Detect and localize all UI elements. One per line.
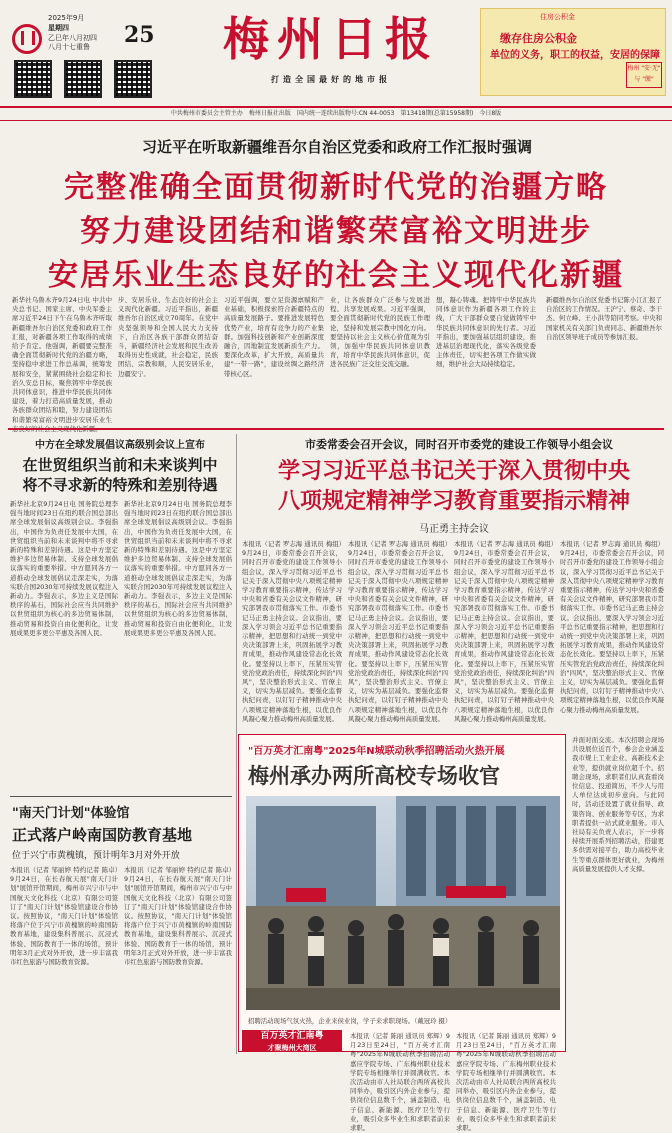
right-column-body: 并面对面交流。本次招聘会现场共设展位近百个，参会企业涵盖我市规上工业企业、高新技术企业等，提供就业岗位超千个。招聘会现场，求职者们认真查看岗位信息、投递简历，不少人与用人单位达成初步意向。与此同时，活动还设置了就业指导、政策咨询、创业服务等专区，为求职者提供一站式就业服务。市人社局有关负责人表示，下一步将持续开展系列招聘活动，搭建更多供需对接平台，助力高校毕业生等重点群体更好就业，为梅州高质量发展提供人才支撑。 <box>572 736 664 873</box>
lead-column-1: 新华社乌鲁木齐9月24日电 中共中央总书记、国家主席、中央军委主席习近平24日下午在乌鲁木齐听取新疆维吾尔自治区党委和政府工作汇报，对新疆各项工作取得的成绩给予肯定。他强调，新疆要完整准确全面贯彻新时代党的治疆方略，坚持稳中求进工作总基调，统筹发展和安全，紧紧围绕社会稳定和长治久安总目标，聚焦铸牢中华民族共同体意识，推进中华民族共同体建设，着力打造高质量发展，推动各族群众团结和睦，努力建设团结和谐繁荣富裕文明进步安居乐业生 <box>12 296 112 424</box>
ad-line-2: 单位的义务，职工的权益，安居的保障 <box>490 50 660 61</box>
column-divider <box>236 434 237 1054</box>
qr-code-icon[interactable] <box>14 60 52 98</box>
right-lead-body-2: 本报讯（记者 罗志海 通讯员 梅组）9月24日，市委常委会召开会议，同时召开市委党的建设工作领导小组会议，深入学习贯彻习近平总书记关于深入贯彻中央八项规定精神学习教育重要指示精神，传达学习中央和省委有关会议文件精神，研究部署我市贯彻落实工作。市委书记马正勇主持会议。会议指出，要深入学习领会习近平总书记重要指示精神，把思想和行动统一到党中央决策部署上来，巩固拓展学习教育成果，推动作风建设常态化长效化。要坚持以上率下，压紧压实管党治党政治责任，持续深化纠治"四风"，坚决整治形式主义、官僚主义，切实为基层减负。要强化监督执纪问责，以钉钉子精神推动中央八项规定精神落地生根，以优良作风凝心聚力推动梅州高质量发展。 <box>348 540 448 723</box>
right-lead-byline: 马正勇主持会议 <box>419 524 489 535</box>
recruitment-body-2: 本报讯（记者 陈丽 通讯员 郑辉）9月23日至24日，"百万英才汇南粤"2025年N城联动秋季招聘活动嘉应学院专场、广东梅州职业技术学院专场相继举行并圆满收官。本次活动由市人社局联合两所高校共同举办，吸引区内外企业参与，提供岗位信息数千个，涵盖制造、电子信息、新能源、医疗卫生等行业，吸引众多毕业生和求职者前来求职。 <box>456 1032 556 1133</box>
recruitment-photo-image <box>246 796 560 1010</box>
qr-code-icon[interactable] <box>114 60 152 98</box>
section-divider <box>8 428 664 430</box>
recruitment-kicker: "百万英才汇南粤"2025年N城联动秋季招聘活动火热开展 <box>248 746 505 757</box>
right-lead-body-4: 本报讯（记者 罗志海 通讯员 梅组）9月24日，市委常委会召开会议，同时召开市委党的建设工作领导小组会议，深入学习贯彻习近平总书记关于深入贯彻中央八项规定精神学习教育重要指示精神，传达学习中央和省委有关会议文件精神，研究部署我市贯彻落实工作。市委书记马正勇主持会议。会议指出，要深入学习领会习近平总书记重要指示精神，把思想和行动统一到党中央决策部署上来，巩固拓展学习教育成果，推动作风建设常态化长效化。要坚持以上率下，压紧压实管党治党政治责任，持续深化纠治"四风"，坚决整治形式主义、官僚主义，切实为基层减负。要强化监督执纪问责，以钉钉子精神推动中央八项规定精神落地生根，以优良作风凝心聚力推动梅州高质量发展。 <box>560 540 664 714</box>
lead-column-5: 想，凝心铸魂。把铸牢中华民族共同体意识作为新疆各项工作的主线，广大干部群众要自觉做铸牢中华民族共同体意识的先行者。习近平指出，要加强基层组织建设，推进基层治理现代化，落实各级党委主体责任，切实把各项工作做实做细，维护社会大局持续稳定。 <box>436 296 536 369</box>
lead-headline-1: 完整准确全面贯彻新时代党的治疆方略 <box>64 170 608 205</box>
lead-kicker: 习近平在听取新疆维吾尔自治区党委和政府工作汇报时强调 <box>141 138 532 156</box>
weekday: 星期四 <box>48 24 69 32</box>
left-bottom-kicker: "南天门计划"体验馆 <box>12 806 130 821</box>
ad-line-1: 缴存住房公积金 <box>500 32 577 45</box>
publication-info-bar: 中共梅州市委员会主管主办 梅州日报社出版 国内统一连续出版物号:CN 44-0053 第13418期(总第15958期) 今日8版 <box>0 106 672 121</box>
campaign-badge <box>242 1030 342 1052</box>
photo-caption: 招聘活动现场气氛火热，企业来侯业岗，学子来求职现场。（戴冠玲 摄） <box>248 1017 452 1025</box>
paper-emblem-icon <box>12 24 42 54</box>
right-lead-kicker: 市委常委会召开会议，同时召开市委党的建设工作领导小组会议 <box>305 438 613 451</box>
slogan: 打造全国最好的地市报 <box>271 75 391 84</box>
badge-line-1: 百万英才汇南粤 <box>260 1031 324 1041</box>
day-number: 25 <box>124 22 155 48</box>
recruitment-photo[interactable] <box>246 796 560 1010</box>
mid-left-headline-2: 将不寻求新的特殊和差别待遇 <box>22 476 218 494</box>
mid-left-kicker: 中方在全球发展倡议高级别会议上宣布 <box>35 440 205 451</box>
lead-column-2: 步、安居乐业、生态良好的社会主义现代化新疆。习近平指出，新疆维吾尔自治区成立70周年。在党中央坚强领导和全国人民大力支持下，自治区各族干部群众团结奋斗，新疆经济社会发展和民生改善取得历史性成就，社会稳定，民族团结、宗教和顺，人民安居乐业，边疆安宁。 <box>118 296 218 378</box>
lead-column-3: 习近平强调，要立足资源禀赋和产业基础，积极探索符合新疆特点的高质量发展路子。要推进发展特色优势产业，培育有竞争力的产业集群。加强科技创新和产业创新深度融合，因地制宜发展新质生产力。要深化改革，扩大开放，高质量共建"一带一路"，建设丝绸之路经济带核心区。 <box>224 296 324 378</box>
lunar-date-1: 乙巳年八月初四 <box>48 34 97 42</box>
ad-bank-name: 住房公积金 <box>540 13 575 21</box>
lead-headline-2: 努力建设团结和谐繁荣富裕文明进步 <box>80 214 592 249</box>
recruitment-headline: 梅州承办两所高校专场收官 <box>248 763 500 788</box>
lunar-date-2: 八月十七重鲁 <box>48 43 90 51</box>
lead-headline-3: 安居乐业生态良好的社会主义现代化新疆 <box>48 258 624 293</box>
qr-code-icon[interactable] <box>64 60 102 98</box>
right-lead-headline-2: 八项规定精神学习教育重要指示精神 <box>277 488 630 514</box>
mid-left-body-cont: 新华社北京9月24日电 国务院总理李强当地时间23日在纽约联合国总部出席全球发展倡议高级别会议。李强指出，中国作为负责任发展中大国，在世贸组织当前和未来谈判中将不寻求新的特殊和差别待遇。这是中方坚定维护多边贸易体制、支持全球发展倡议落实的重要举措。中方愿同各方一道推动全球发展倡议走深走实，为落实联合国2030年可持续发展议程注入新动力。李强表示，多边主义是国际秩序的基石，国际社会应当共同维护以世贸组织为核心的多边贸易体制，推动贸易和投资自由化便利化，让发展成果更多更公平惠及各国人民。 <box>124 500 232 637</box>
left-bottom-body-1: 本报讯（记者 邹丽婷 特约记者 陈卓）9月24日，在长春航天展"南天门计划"展馆开馆期间，梅州市兴宁市与中国航天文化科技（北京）有限公司签订了"南天门计划"体验馆建设合作协议。按照协议，"南天门计划"体验馆将落户位于兴宁市黄槐镇的岭南国防教育基地，建设集科普展示、沉浸式体验、国防教育于一体的场馆，预计明年3月正式对外开放，进一步丰富我市红色旅游与国防教育资源。 <box>10 866 118 967</box>
section-divider <box>10 796 232 797</box>
right-lead-body-1: 本报讯（记者 罗志海 通讯员 梅组）9月24日，市委常委会召开会议，同时召开市委党的建设工作领导小组会议，深入学习贯彻习近平总书记关于深入贯彻中央八项规定精神学习教育重要指示精神，传达学习中央和省委有关会议文件精神，研究部署我市贯彻落实工作。市委书记马正勇主持会议。会议指出，要深入学习领会习近平总书记重要指示精神，把思想和行动统一到党中央决策部署上来，巩固拓展学习教育成果，推动作风建设常态化长效化。要坚持以上率下，压紧压实管党治党政治责任，持续深化纠治"四风"，坚决整治形式主义、官僚主义，切实为基层减负。要强化监督执纪问责，以钉钉子精神推动中央八项规定精神落地生根，以优良作风凝心聚力推动梅州高质量发展。 <box>242 540 342 723</box>
ad-stamp: 梅州 "安·无" 与 "缴" <box>626 62 662 88</box>
lead-column-6: 新疆维吾尔自治区党委书记陈小江汇报了自治区的工作情况。王沪宁、蔡奇、李干杰、何立峰、王小洪等陪同考察。中央和国家机关有关部门负责同志、新疆维吾尔自治区领导班子成员等参加汇报。 <box>546 296 662 341</box>
left-bottom-subline: 位于兴宁市黄槐镇，预计明年3月对外开放 <box>12 851 180 861</box>
lead-column-4: 业，让各族群众广泛参与发展进程、共享发展成果。习近平强调，要全面贯彻新时代党的民族工作理论，坚持和发展宗教中国化方向。要坚持以社会主义核心价值观为引领，加强中华民族共同体意识教育，培育中华民族共同体意识，促进各民族广泛交往交流交融。 <box>330 296 430 369</box>
left-bottom-headline: 正式落户岭南国防教育基地 <box>12 826 193 844</box>
right-lead-body-3: 本报讯（记者 罗志海 通讯员 梅组）9月24日，市委常委会召开会议，同时召开市委党的建设工作领导小组会议，深入学习贯彻习近平总书记关于深入贯彻中央八项规定精神学习教育重要指示精神，传达学习中央和省委有关会议文件精神，研究部署我市贯彻落实工作。市委书记马正勇主持会议。会议指出，要深入学习领会习近平总书记重要指示精神，把思想和行动统一到党中央决策部署上来，巩固拓展学习教育成果，推动作风建设常态化长效化。要坚持以上率下，压紧压实管党治党政治责任，持续深化纠治"四风"，坚决整治形式主义、官僚主义，切实为基层减负。要强化监督执纪问责，以钉钉子精神推动中央八项规定精神落地生根，以优良作风凝心聚力推动梅州高质量发展。 <box>454 540 554 723</box>
year-month: 2025年9月 <box>48 14 85 22</box>
badge-line-2: 才聚梅州大湾区 <box>267 1044 317 1052</box>
mid-left-body: 新华社北京9月24日电 国务院总理李强当地时间23日在纽约联合国总部出席全球发展倡议高级别会议。李强指出，中国作为负责任发展中大国，在世贸组织当前和未来谈判中将不寻求新的特殊和差别待遇。这是中方坚定维护多边贸易体制、支持全球发展倡议落实的重要举措。中方愿同各方一道推动全球发展倡议走深走实，为落实联合国2030年可持续发展议程注入新动力。李强表示，多边主义是国际秩序的基石，国际社会应当共同维护以世贸组织为核心的多边贸易体制，推动贸易和投资自由化便利化，让发展成果更多更公平惠及各国人民。 <box>10 500 118 637</box>
mid-left-headline-1: 在世贸组织当前和未来谈判中 <box>22 456 218 474</box>
right-lead-headline-1: 学习习近平总书记关于深入贯彻中央 <box>277 458 630 484</box>
recruitment-body-1: 本报讯（记者 陈丽 通讯员 郑辉）9月23日至24日，"百万英才汇南粤"2025年N城联动秋季招聘活动嘉应学院专场、广东梅州职业技术学院专场相继举行并圆满收官。本次活动由市人社局联合两所高校共同举办，吸引区内外企业参与，提供岗位信息数千个，涵盖制造、电子信息、新能源、医疗卫生等行业，吸引众多毕业生和求职者前来求职。 <box>350 1032 450 1133</box>
paper-name: 梅州日报 <box>223 12 439 66</box>
left-bottom-body-2: 本报讯（记者 邹丽婷 特约记者 陈卓）9月24日，在长春航天展"南天门计划"展馆开馆期间，梅州市兴宁市与中国航天文化科技（北京）有限公司签订了"南天门计划"体验馆建设合作协议。按照协议，"南天门计划"体验馆将落户位于兴宁市黄槐镇的岭南国防教育基地，建设集科普展示、沉浸式体验、国防教育于一体的场馆，预计明年3月正式对外开放，进一步丰富我市红色旅游与国防教育资源。 <box>124 866 232 967</box>
